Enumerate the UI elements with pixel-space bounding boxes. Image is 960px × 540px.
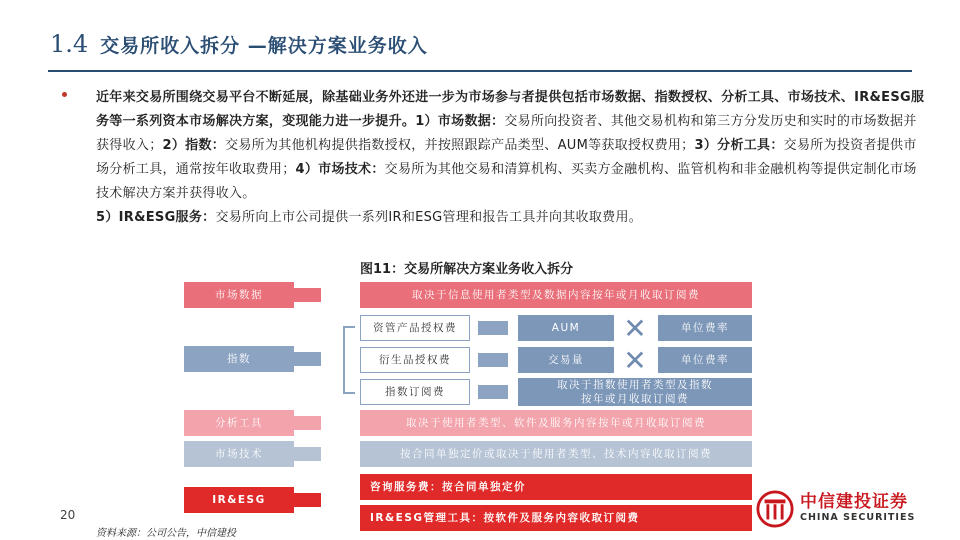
label-analytics: 3）分析工具： bbox=[694, 138, 784, 153]
text-market-tech: 交易所为其他交易和清算机构、买卖方金融机构、监管机构和非金融机构等提供定制化市场技术解决方案并获得收入。 bbox=[96, 162, 917, 201]
index-subscription-desc-line1: 取决于指数使用者类型及指数 bbox=[557, 379, 713, 391]
analytics-label: 分析工具 bbox=[184, 410, 294, 436]
equals-icon bbox=[478, 353, 508, 367]
label-ir-esg: 5）IR&ESG服务： bbox=[96, 210, 216, 225]
logo-text bbox=[800, 493, 915, 525]
index-subscription-fee: 指数订阅费 bbox=[360, 379, 470, 405]
asset-license-fee: 资管产品授权费 bbox=[360, 315, 470, 341]
label-market-data: 1）市场数据： bbox=[415, 114, 505, 129]
index-bracket bbox=[343, 326, 355, 394]
text-ir-esg: 交易所向上市公司提供一系列IR和ESG管理和报告工具并向其收取费用。 bbox=[215, 210, 643, 225]
derivative-license-fee: 衍生品授权费 bbox=[360, 347, 470, 373]
analytics-desc: 取决于使用者类型、软件及服务内容按年或月收取订阅费 bbox=[360, 410, 752, 436]
slide-title bbox=[50, 30, 428, 66]
aum-factor: AUM bbox=[518, 315, 614, 341]
section-number: 1.4 bbox=[50, 30, 89, 58]
label-index: 2）指数： bbox=[162, 138, 226, 153]
volume-factor: 交易量 bbox=[518, 347, 614, 373]
multiply-icon: ✕ bbox=[623, 311, 647, 345]
equals-icon bbox=[291, 416, 321, 430]
index-label: 指数 bbox=[184, 346, 294, 372]
equals-icon bbox=[291, 447, 321, 461]
ir-esg-label: IR&ESG bbox=[184, 487, 294, 513]
market-data-label: 市场数据 bbox=[184, 282, 294, 308]
index-subscription-desc-line2: 按年或月收取订阅费 bbox=[581, 393, 689, 405]
text-market-data: 交易所向投资者、其他交易机构和第三方分发历史和实时的市场数据并获得收入； bbox=[96, 114, 917, 153]
equals-icon bbox=[478, 385, 508, 399]
logo-en: CHINA SECURITIES bbox=[800, 512, 916, 523]
market-tech-desc: 按合同单独定价或取决于使用者类型、技术内容收取订阅费 bbox=[360, 441, 752, 467]
equals-icon bbox=[291, 288, 321, 302]
equals-icon bbox=[291, 352, 321, 366]
bullet-icon bbox=[62, 92, 67, 97]
logo-icon bbox=[756, 490, 794, 528]
index-subscription-desc bbox=[518, 378, 752, 406]
multiply-icon: ✕ bbox=[623, 343, 647, 377]
body-paragraph bbox=[96, 86, 928, 230]
title-text: 交易所收入拆分 —解决方案业务收入 bbox=[100, 35, 428, 57]
unit-rate-factor: 单位费率 bbox=[658, 347, 752, 373]
market-data-desc: 取决于信息使用者类型及数据内容按年或月收取订阅费 bbox=[360, 282, 752, 308]
unit-rate-factor: 单位费率 bbox=[658, 315, 752, 341]
ir-esg-consulting-fee: 咨询服务费：按合同单独定价 bbox=[360, 474, 752, 500]
equals-icon bbox=[478, 321, 508, 335]
logo-cn: 中信建投证券 bbox=[800, 492, 908, 512]
text-analytics: 交易所为投资者提供市场分析工具，通常按年收取费用； bbox=[96, 138, 917, 177]
title-divider bbox=[48, 70, 912, 72]
figure-title: 图11：交易所解决方案业务收入拆分 bbox=[360, 262, 574, 277]
source-note: 资料来源：公司公告，中信建投 bbox=[96, 528, 236, 539]
label-market-tech: 4）市场技术： bbox=[295, 162, 385, 177]
text-index: 交易所为其他机构提供指数授权，并按照跟踪产品类型、AUM等获取授权费用； bbox=[225, 138, 695, 153]
equals-icon bbox=[291, 493, 321, 507]
market-tech-label: 市场技术 bbox=[184, 441, 294, 467]
page-number: 20 bbox=[60, 508, 76, 522]
company-logo bbox=[756, 490, 915, 528]
intro-text: 近年来交易所围绕交易平台不断延展，除基础业务外还进一步为市场参与者提供包括市场数据、指数授权、分析工具、市场技术、IR&ESG服务等一系列资本市场解决方案，变现能力进一步提升。 bbox=[96, 90, 925, 129]
ir-esg-tool-fee: IR&ESG管理工具：按软件及服务内容收取订阅费 bbox=[360, 505, 752, 531]
